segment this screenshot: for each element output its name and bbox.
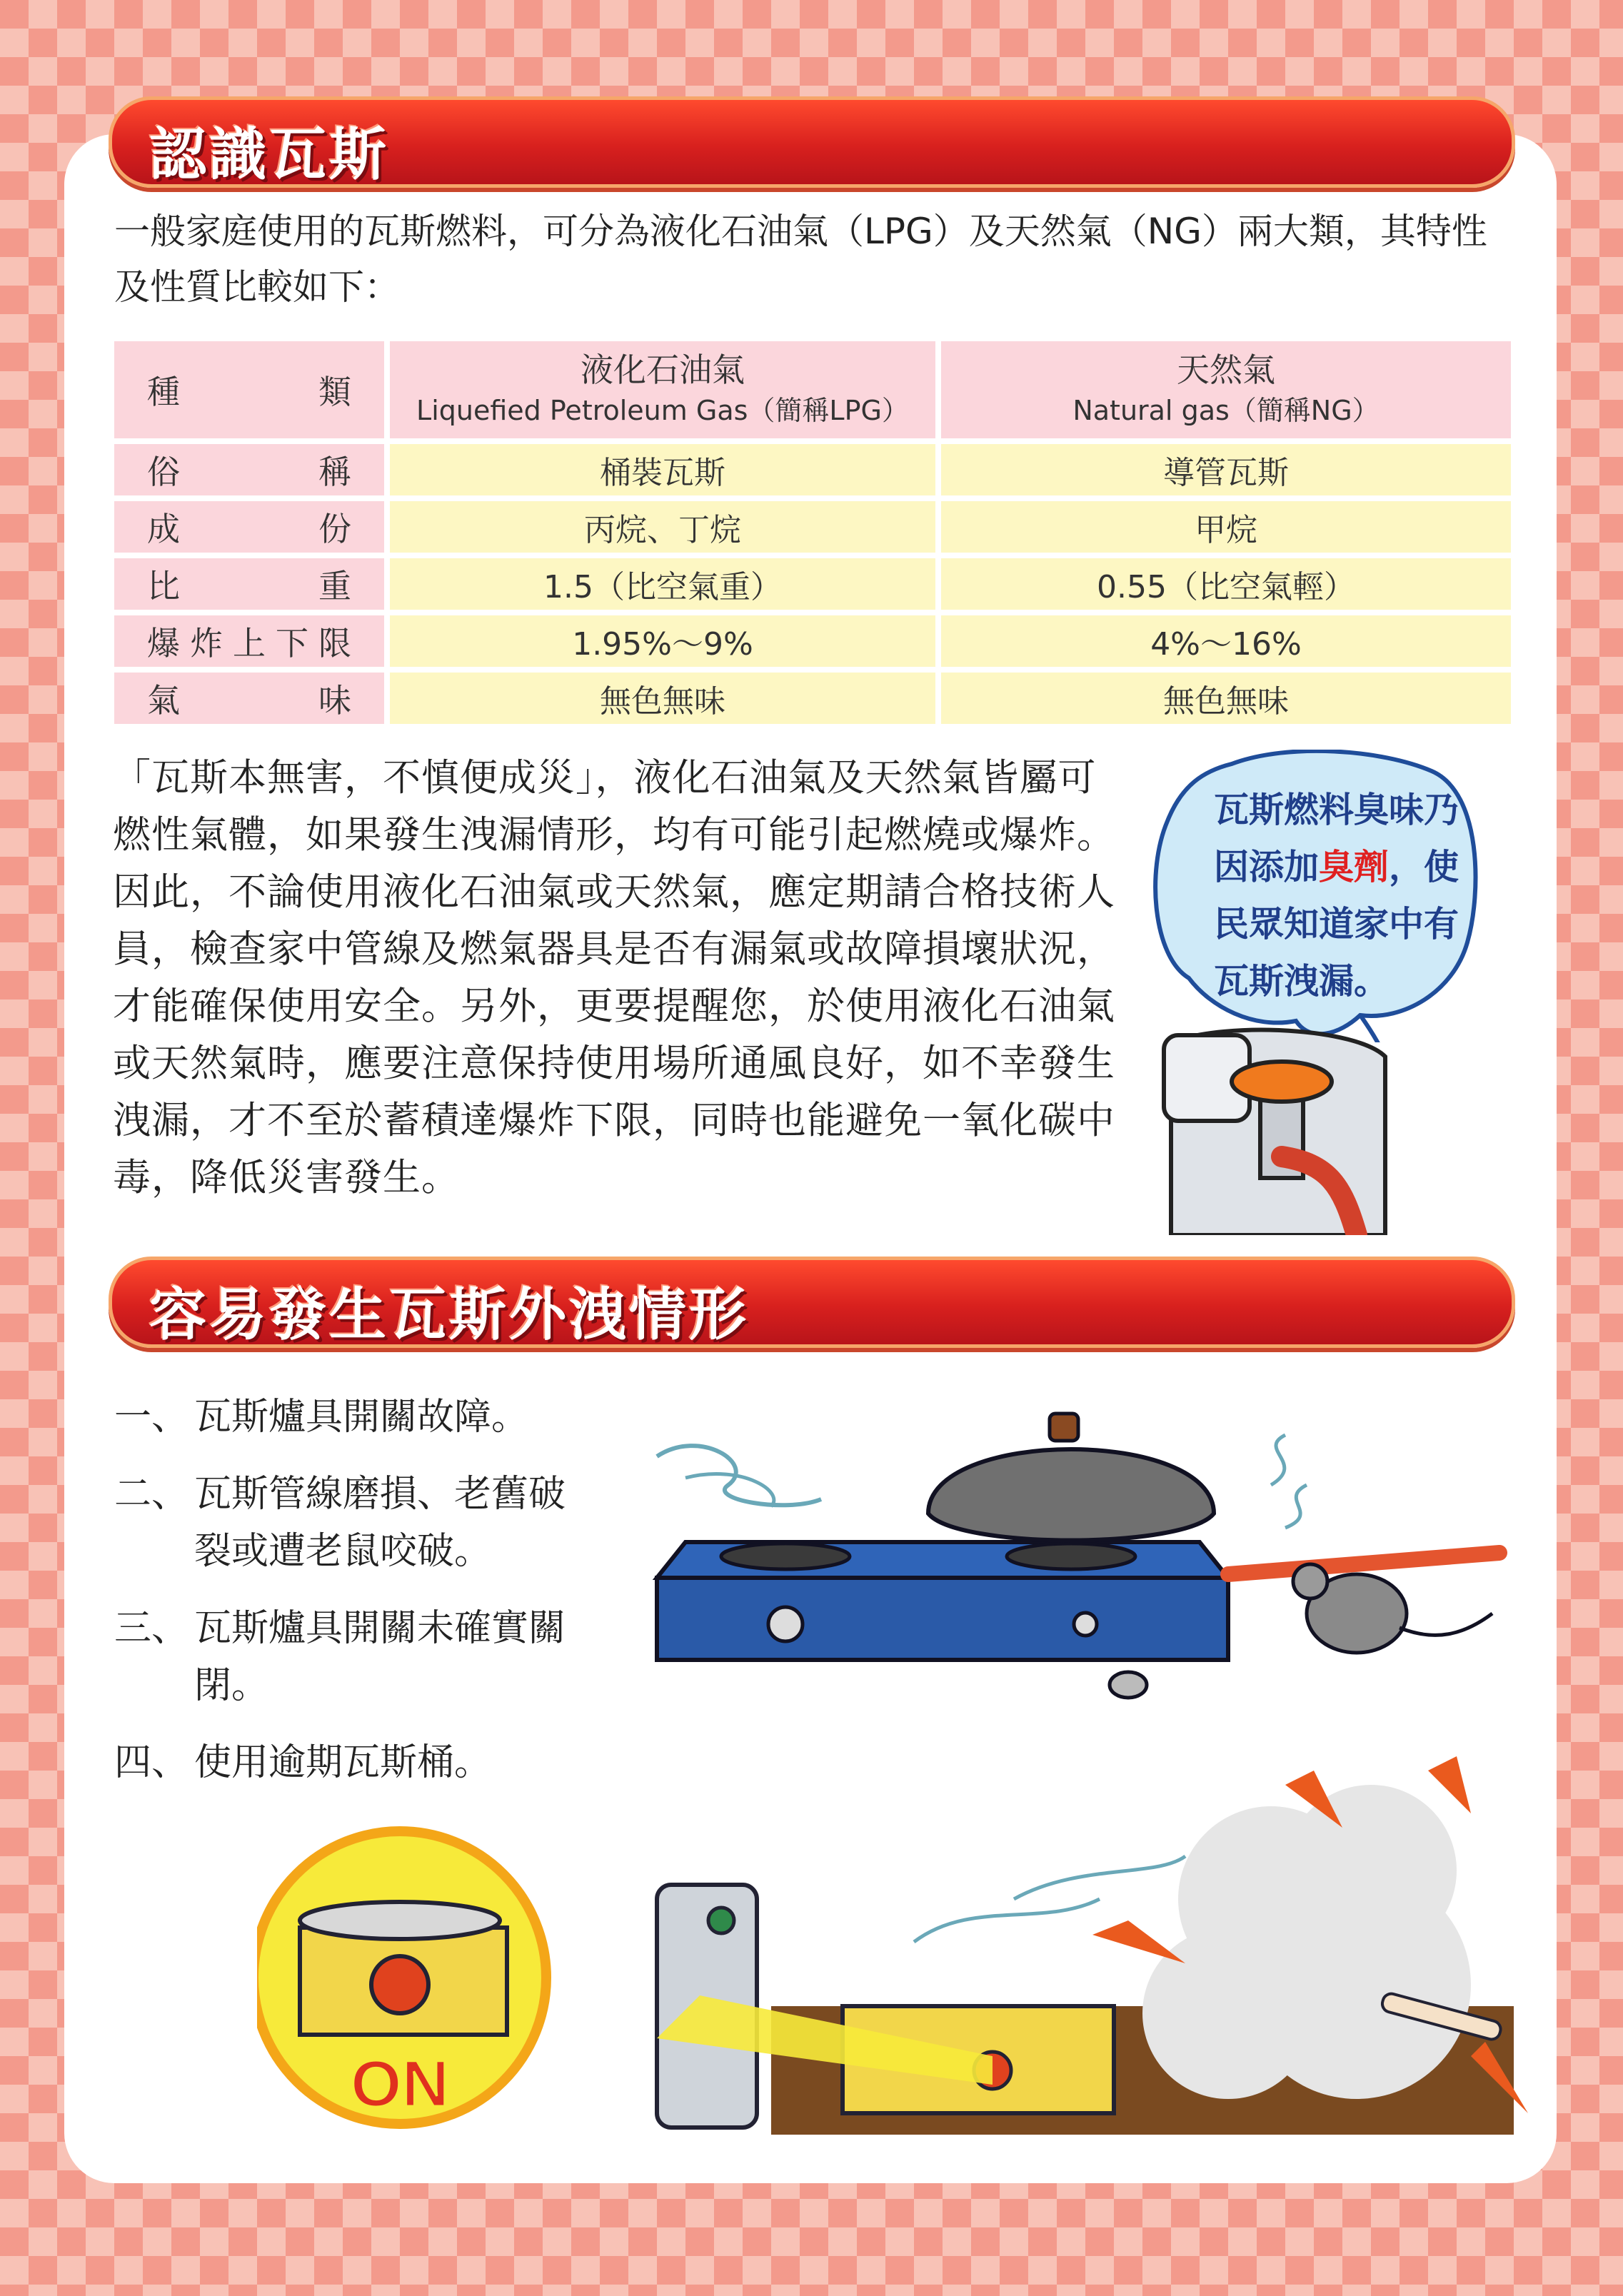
label-char: 重	[318, 567, 351, 605]
label-char: 俗	[147, 453, 180, 491]
row-label	[114, 560, 384, 608]
gas-cylinder-valve-icon	[1142, 1000, 1428, 1235]
row-ng-value: 甲烷	[941, 501, 1511, 553]
row-lpg-value: 1.95%～9%	[390, 615, 935, 667]
highlight-odorant: 臭劑	[1319, 847, 1390, 887]
row-label	[114, 503, 384, 550]
row-lpg-value: 桶裝瓦斯	[390, 444, 935, 495]
list-item	[114, 1600, 657, 1714]
list-text: 瓦斯爐具開關未確實關閉。	[194, 1607, 566, 1707]
header-lpg-cell	[390, 341, 935, 438]
burner-on-explosion-icon	[257, 1756, 1542, 2156]
label-char: 上	[233, 624, 266, 663]
list-number: 四、	[114, 1741, 189, 1784]
label-char: 成	[147, 510, 180, 548]
table-row	[114, 673, 1511, 724]
table-row	[114, 615, 1511, 667]
bubble-text: 瓦斯燃料臭味乃因添加臭劑，使民眾知道家中有瓦斯洩漏。	[1214, 790, 1459, 1002]
label-char: 炸	[190, 624, 223, 663]
safety-paragraph: 「瓦斯本無害，不慎便成災」，液化石油氣及天然氣皆屬可燃性氣體，如果發生洩漏情形，均有可能引起燃燒或爆炸。因此，不論使用液化石油氣或天然氣，應定期請合格技術人員，檢查家中管線及燃氣器具是否有漏氣或故障損壞狀況，才能確保使用安全。另外，更要提醒您，於使用液化石油氣或天然氣時，應要注意保持使用場所通風良好，如不幸發生洩漏，才不至於蓄積達爆炸下限，同時也能避免一氧化碳中毒，降低災害發生。	[113, 756, 1115, 1199]
row-label	[114, 446, 384, 493]
label-char: 比	[147, 567, 180, 605]
table-row	[114, 444, 1511, 495]
label-char: 味	[318, 681, 351, 720]
list-number: 一、	[114, 1396, 189, 1439]
intro-text: 一般家庭使用的瓦斯燃料，可分為液化石油氣（LPG）及天然氣（NG）兩大類，其特性及性質比較如下：	[114, 211, 1487, 308]
table-header-row	[114, 341, 1511, 438]
header-lpg-en: Liquefied Petroleum Gas（簡稱LPG）	[416, 395, 909, 426]
row-lpg-value: 丙烷、丁烷	[390, 501, 935, 553]
header-lpg-cn: 液化石油氣	[581, 351, 745, 389]
list-text: 瓦斯管線磨損、老舊破裂或遭老鼠咬破。	[194, 1473, 566, 1573]
header-label	[114, 366, 384, 413]
leak-causes-list	[114, 1389, 657, 1811]
list-number: 三、	[114, 1607, 189, 1650]
label-char: 限	[318, 624, 351, 663]
row-label	[114, 618, 384, 665]
label-char: 種	[147, 373, 180, 411]
header-ng-cn: 天然氣	[1177, 351, 1275, 389]
table-row	[114, 501, 1511, 553]
list-text: 使用逾期瓦斯桶。	[194, 1741, 492, 1784]
list-item	[114, 1389, 657, 1446]
section-banner-leak-causes	[109, 1257, 1515, 1348]
stove-wok-mouse-icon	[643, 1399, 1521, 1721]
table-row	[114, 558, 1511, 610]
header-ng-en: Natural gas（簡稱NG）	[1072, 395, 1380, 426]
row-ng-value: 導管瓦斯	[941, 444, 1511, 495]
gas-comparison-table	[109, 336, 1517, 730]
label-char: 爆	[147, 624, 180, 663]
row-ng-value: 4%～16%	[941, 615, 1511, 667]
label-char: 下	[276, 624, 308, 663]
section-title: 認識瓦斯	[149, 121, 389, 188]
label-char: 份	[318, 510, 351, 548]
row-ng-value: 無色無味	[941, 673, 1511, 724]
row-label	[114, 675, 384, 722]
header-label-cell	[114, 341, 384, 438]
list-text: 瓦斯爐具開關故障。	[194, 1396, 529, 1439]
section-banner-know-gas	[109, 96, 1515, 188]
row-lpg-value: 無色無味	[390, 673, 935, 724]
row-ng-value: 0.55（比空氣輕）	[941, 558, 1511, 610]
label-char: 稱	[318, 453, 351, 491]
list-item	[114, 1466, 657, 1580]
header-ng-cell	[941, 341, 1511, 438]
section-title: 容易發生瓦斯外洩情形	[149, 1282, 749, 1348]
row-lpg-value: 1.5（比空氣重）	[390, 558, 935, 610]
on-label: ON	[351, 2048, 449, 2120]
label-char: 類	[318, 373, 351, 411]
label-char: 氣	[147, 681, 180, 720]
list-number: 二、	[114, 1473, 189, 1516]
